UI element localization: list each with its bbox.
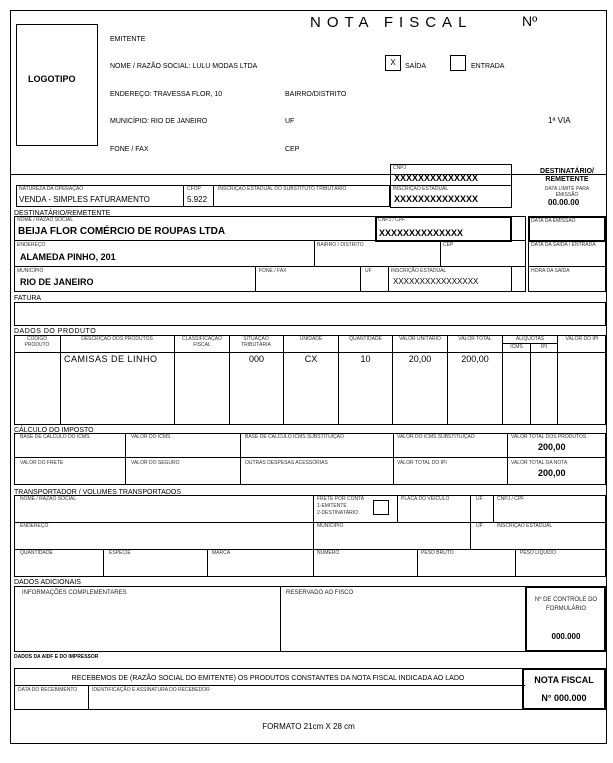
col-classificacao: CLASSIFICAÇÃO FISCAL	[181, 336, 222, 348]
col-valor-ipi: VALOR DO IPI	[565, 336, 599, 342]
aidf-label: DADOS DA AIDF E DO IMPRESSOR	[14, 654, 99, 660]
total-nota-value: 200,00	[538, 468, 566, 478]
seguro-label: VALOR DO SEGURO	[131, 460, 180, 466]
transp-quantidade-label: QUANTIDADE	[20, 550, 53, 556]
col-unitario: VALOR UNITÁRIO	[399, 336, 441, 342]
col-situacao: SITUAÇÃO TRIBUTÁRIA	[241, 336, 271, 348]
reservado-fisco-label: RESERVADO AO FISCO	[286, 590, 354, 596]
via-label: 1ª VIA	[548, 116, 571, 125]
destinatario-section: DESTINATÁRIO/REMETENTE	[14, 210, 111, 217]
emitente-endereco: ENDEREÇO: TRAVESSA FLOR, 10	[110, 91, 223, 98]
total-nota-label: VALOR TOTAL DA NOTA	[511, 460, 568, 466]
doc-title: NOTA FISCAL	[310, 14, 473, 31]
adicionais-section: DADOS ADICIONAIS	[14, 579, 81, 586]
entrada-checkbox[interactable]	[450, 55, 466, 71]
data-saida-label: DATA DA SAÍDA / ENTRADA	[531, 242, 596, 248]
emitente-fone: FONE / FAX	[110, 146, 149, 153]
canhoto-nf-number: N° 000.000	[541, 693, 587, 703]
valor-icms-label: VALOR DO ICMS	[131, 434, 171, 440]
dest-municipio-value: RIO DE JANEIRO	[20, 277, 94, 287]
row-unidade: CX	[304, 354, 318, 364]
data-limite-value: 00.00.00	[548, 198, 580, 207]
data-emissao-label: DATA DA EMISSÃO	[531, 218, 576, 224]
dest-cnpj-value: XXXXXXXXXXXXXX	[379, 228, 464, 238]
dest-cnpj-label: CNPJ / CPF	[378, 217, 406, 223]
dest-nome-value: BEIJA FLOR COMÉRCIO DE ROUPAS LTDA	[18, 226, 226, 237]
frete-label: VALOR DO FRETE	[20, 460, 64, 466]
dest-title: DESTINATÁRIO/ REMETENTE	[540, 168, 594, 183]
controle-value: 000.000	[551, 632, 581, 641]
total-produtos-value: 200,00	[538, 442, 566, 452]
imposto-section: CÁLCULO DO IMPOSTO	[14, 427, 94, 434]
cnpj-value: XXXXXXXXXXXXXX	[394, 173, 479, 183]
row-unitario: 20,00	[408, 354, 432, 364]
emitente-label: EMITENTE	[110, 36, 146, 43]
transp-cnpj-label: CNPJ / CPF	[497, 496, 525, 502]
saida-label: SAÍDA	[405, 63, 427, 70]
dest-municipio-label: MUNICÍPIO	[17, 268, 44, 274]
ie-value: XXXXXXXXXXXXXX	[394, 194, 479, 204]
formato-label: FORMATO 21cm X 28 cm	[262, 722, 355, 731]
natureza-value: VENDA - SIMPLES FATURAMENTO	[19, 195, 150, 204]
canhoto-data-label: DATA DO RECEBIMENTO	[18, 687, 78, 693]
imposto-block	[14, 433, 606, 485]
emitente-uf: UF	[285, 118, 295, 125]
canhoto-assinatura-label: IDENTIFICAÇÃO E ASSINATURA DO RECEBEDOR	[92, 687, 210, 693]
ie-substituto-label: INSCRIÇÃO ESTADUAL DO SUBSTITUTO TRIBUTÁRIO	[218, 186, 347, 192]
frete-checkbox[interactable]	[373, 500, 389, 515]
info-complementares-label: INFORMAÇÕES COMPLEMENTARES	[22, 590, 127, 596]
dest-endereco-value: ALAMEDA PINHO, 201	[20, 252, 116, 262]
transp-placa-label: PLACA DO VEÍCULO	[401, 496, 450, 502]
transp-marca-label: MARCA	[212, 550, 231, 556]
canhoto-texto: RECEBEMOS DE (RAZÃO SOCIAL DO EMITENTE) OS PRODUTOS CONSTANTES DA NOTA FISCAL INDICADA AO LADO	[71, 675, 465, 682]
numero-label: Nº	[522, 13, 538, 29]
dest-bairro-label: BAIRRO / DISTRITO	[317, 242, 364, 248]
row-total: 200,00	[461, 354, 489, 364]
fatura-box	[14, 302, 606, 326]
cnpj-label: CNPJ	[393, 165, 407, 171]
dest-endereco-label: ENDEREÇO	[17, 242, 46, 248]
col-icms: ICMS	[510, 344, 523, 350]
transporte-section: TRANSPORTADOR / VOLUMES TRANSPORTADOS	[14, 489, 181, 496]
row-descricao: CAMISAS DE LINHO	[64, 354, 158, 364]
base-sub-label: BASE DE CÁLCULO ICMS SUBSTITUIÇÃO	[245, 434, 344, 440]
transp-endereco-label: ENDEREÇO	[20, 523, 49, 529]
data-limite-label: DATA LIMITE PARA EMISSÃO	[544, 186, 590, 198]
col-codigo: CÓDIGO PRODUTO	[24, 336, 50, 348]
logo-box	[16, 24, 98, 146]
transp-frete-1: 1-EMITENTE	[317, 503, 347, 509]
col-unidade: UNIDADE	[299, 336, 323, 342]
col-quantidade: QUANTIDADE	[349, 336, 382, 342]
cfop-label: CFOP	[187, 186, 201, 192]
emitente-municipio: MUNICÍPIO: RIO DE JANEIRO	[110, 118, 208, 125]
emitente-nome: NOME / RAZÃO SOCIAL: LULU MODAS LTDA	[110, 63, 258, 70]
transp-numero-label: NÚMERO	[317, 550, 340, 556]
dest-cep-label: CEP	[443, 242, 454, 248]
dest-ie-value: XXXXXXXXXXXXXXXX	[393, 277, 479, 286]
row-situacao: 000	[248, 354, 265, 364]
transp-uf-label: UF	[476, 496, 483, 502]
col-aliquotas: ALÍQUOTAS	[515, 336, 545, 342]
base-icms-label: BASE DE CÁLCULO DO ICMS	[20, 434, 90, 440]
transp-uf2-label: UF	[476, 523, 483, 529]
ie-label: INSCRIÇÃO ESTADUAL	[393, 186, 449, 192]
valor-sub-label: VALOR DO ICMS SUBSTITUIÇÃO	[397, 434, 475, 440]
controle-label: Nº DE CONTROLE DO FORMULÁRIO	[534, 597, 598, 612]
dest-ie-label: INSCRIÇÃO ESTADUAL	[391, 268, 447, 274]
transp-peso-liquido-label: PESO LÍQUIDO	[520, 550, 556, 556]
canhoto-nf-label: NOTA FISCAL	[534, 675, 594, 685]
entrada-label: ENTRADA	[471, 63, 505, 70]
fatura-section: FATURA	[14, 295, 42, 302]
natureza-label: NATUREZA DA OPERAÇÃO	[19, 186, 84, 192]
header-divider	[10, 174, 607, 175]
emitente-cep: CEP	[285, 146, 300, 153]
row-quantidade: 10	[360, 354, 371, 364]
transp-frete-2: 2-DESTINATÁRIO	[317, 510, 359, 516]
col-total: VALOR TOTAL	[458, 336, 492, 342]
col-ipi: IPI	[540, 344, 548, 350]
emitente-bairro: BAIRRO/DISTRITO	[285, 91, 347, 98]
transp-frete-label: FRETE POR CONTA	[317, 496, 365, 502]
col-descricao: DESCRIÇÃO DOS PRODUTOS	[81, 336, 153, 342]
saida-checkbox[interactable]: X	[385, 55, 401, 71]
hora-saida-label: HORA DA SAÍDA	[531, 268, 570, 274]
total-produtos-label: VALOR TOTAL DOS PRODUTOS	[511, 434, 587, 440]
transp-peso-bruto-label: PESO BRUTO	[421, 550, 454, 556]
transp-nome-label: NOME / RAZÃO SOCIAL	[20, 496, 77, 502]
transp-ie-label: INSCRIÇÃO ESTADUAL	[497, 523, 553, 529]
transp-municipio-label: MUNICÍPIO	[317, 523, 344, 529]
transp-especie-label: ESPÉCIE	[109, 550, 131, 556]
cfop-value: 5.922	[187, 195, 208, 204]
dest-nome-label: NOME / RAZÃO SOCIAL	[17, 217, 74, 223]
dest-uf-label: UF	[365, 268, 372, 274]
total-ipi-label: VALOR TOTAL DO IPI	[397, 460, 447, 466]
outras-label: OUTRAS DESPESAS ACESSÓRIAS	[245, 460, 328, 466]
dest-fone-label: FONE / FAX	[259, 268, 287, 274]
logo-placeholder: LOGOTIPO	[28, 74, 76, 84]
produtos-section: DADOS DO PRODUTO	[14, 328, 97, 335]
